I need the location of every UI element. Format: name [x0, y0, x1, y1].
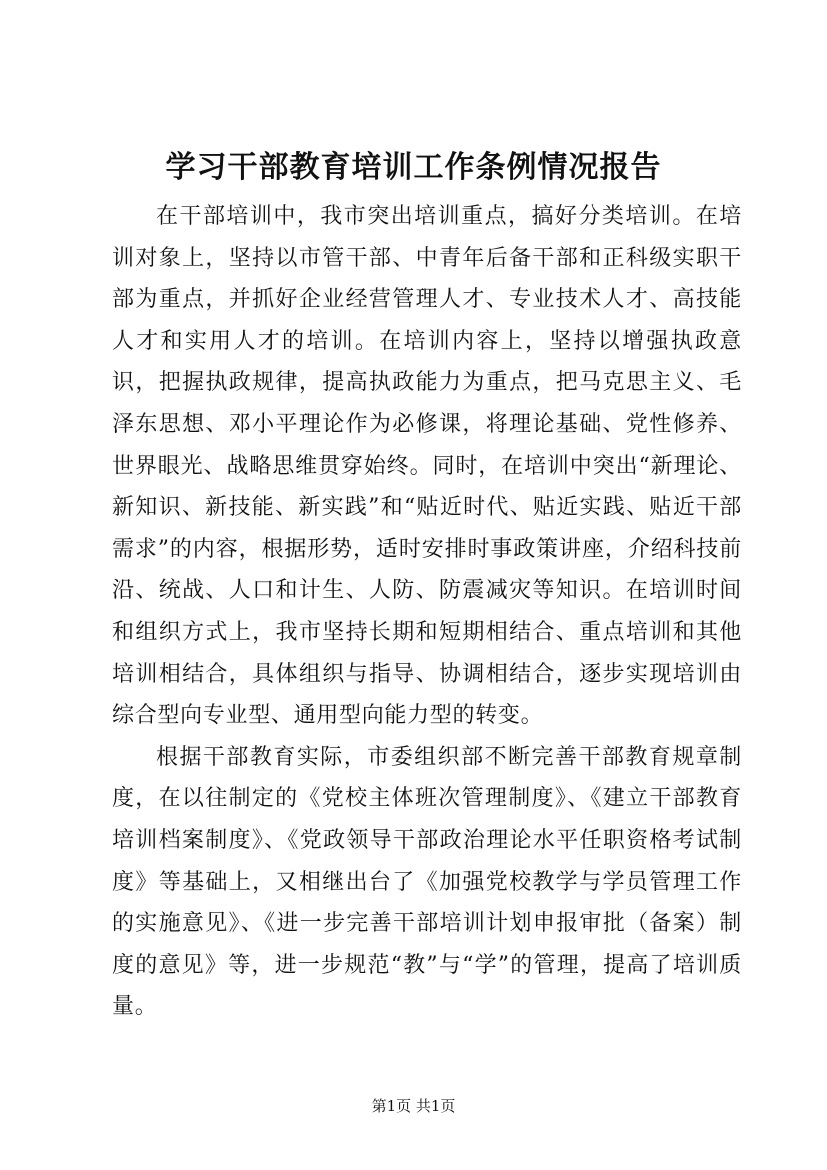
document-body [112, 196, 742, 1028]
paragraph-regulations: 根据干部教育实际，市委组织部不断完善干部教育规章制度，在以往制定的《党校主体班次管理制度》、《建立干部教育培训档案制度》、《党政领导干部政治理论水平任职资格考试制度》等基础上，又相继出台了《加强党校教学与学员管理工作的实施意见》、《进一步完善干部培训计划申报审批（备案）制度的意见》等，进一步规范“教”与“学”的管理，提高了培训质量。 [112, 744, 742, 1020]
paragraph-training-focus: 在干部培训中，我市突出培训重点，搞好分类培训。在培训对象上，坚持以市管干部、中青年后备干部和正科级实职干部为重点，并抓好企业经营管理人才、专业技术人才、高技能人才和实用人才的培训。在培训内容上，坚持以增强执政意识，把握执政规律，提高执政能力为重点，把马克思主义、毛泽东思想、邓小平理论作为必修课，将理论基础、党性修养、世界眼光、战略思维贯穿始终。同时，在培训中突出“新理论、新知识、新技能、新实践”和“贴近时代、贴近实践、贴近干部需求”的内容，根据形势，适时安排时事政策讲座，介绍科技前沿、统战、人口和计生、人防、防震减灾等知识。在培训时间和组织方式上，我市坚持长期和短期相结合、重点培训和其他培训相结合，具体组织与指导、协调相结合，逐步实现培训由综合型向专业型、通用型向能力型的转变。 [112, 204, 742, 729]
document-title: 学习干部教育培训工作条例情况报告 [165, 150, 662, 185]
page-footer: 第1页 共1页 [371, 1097, 456, 1115]
